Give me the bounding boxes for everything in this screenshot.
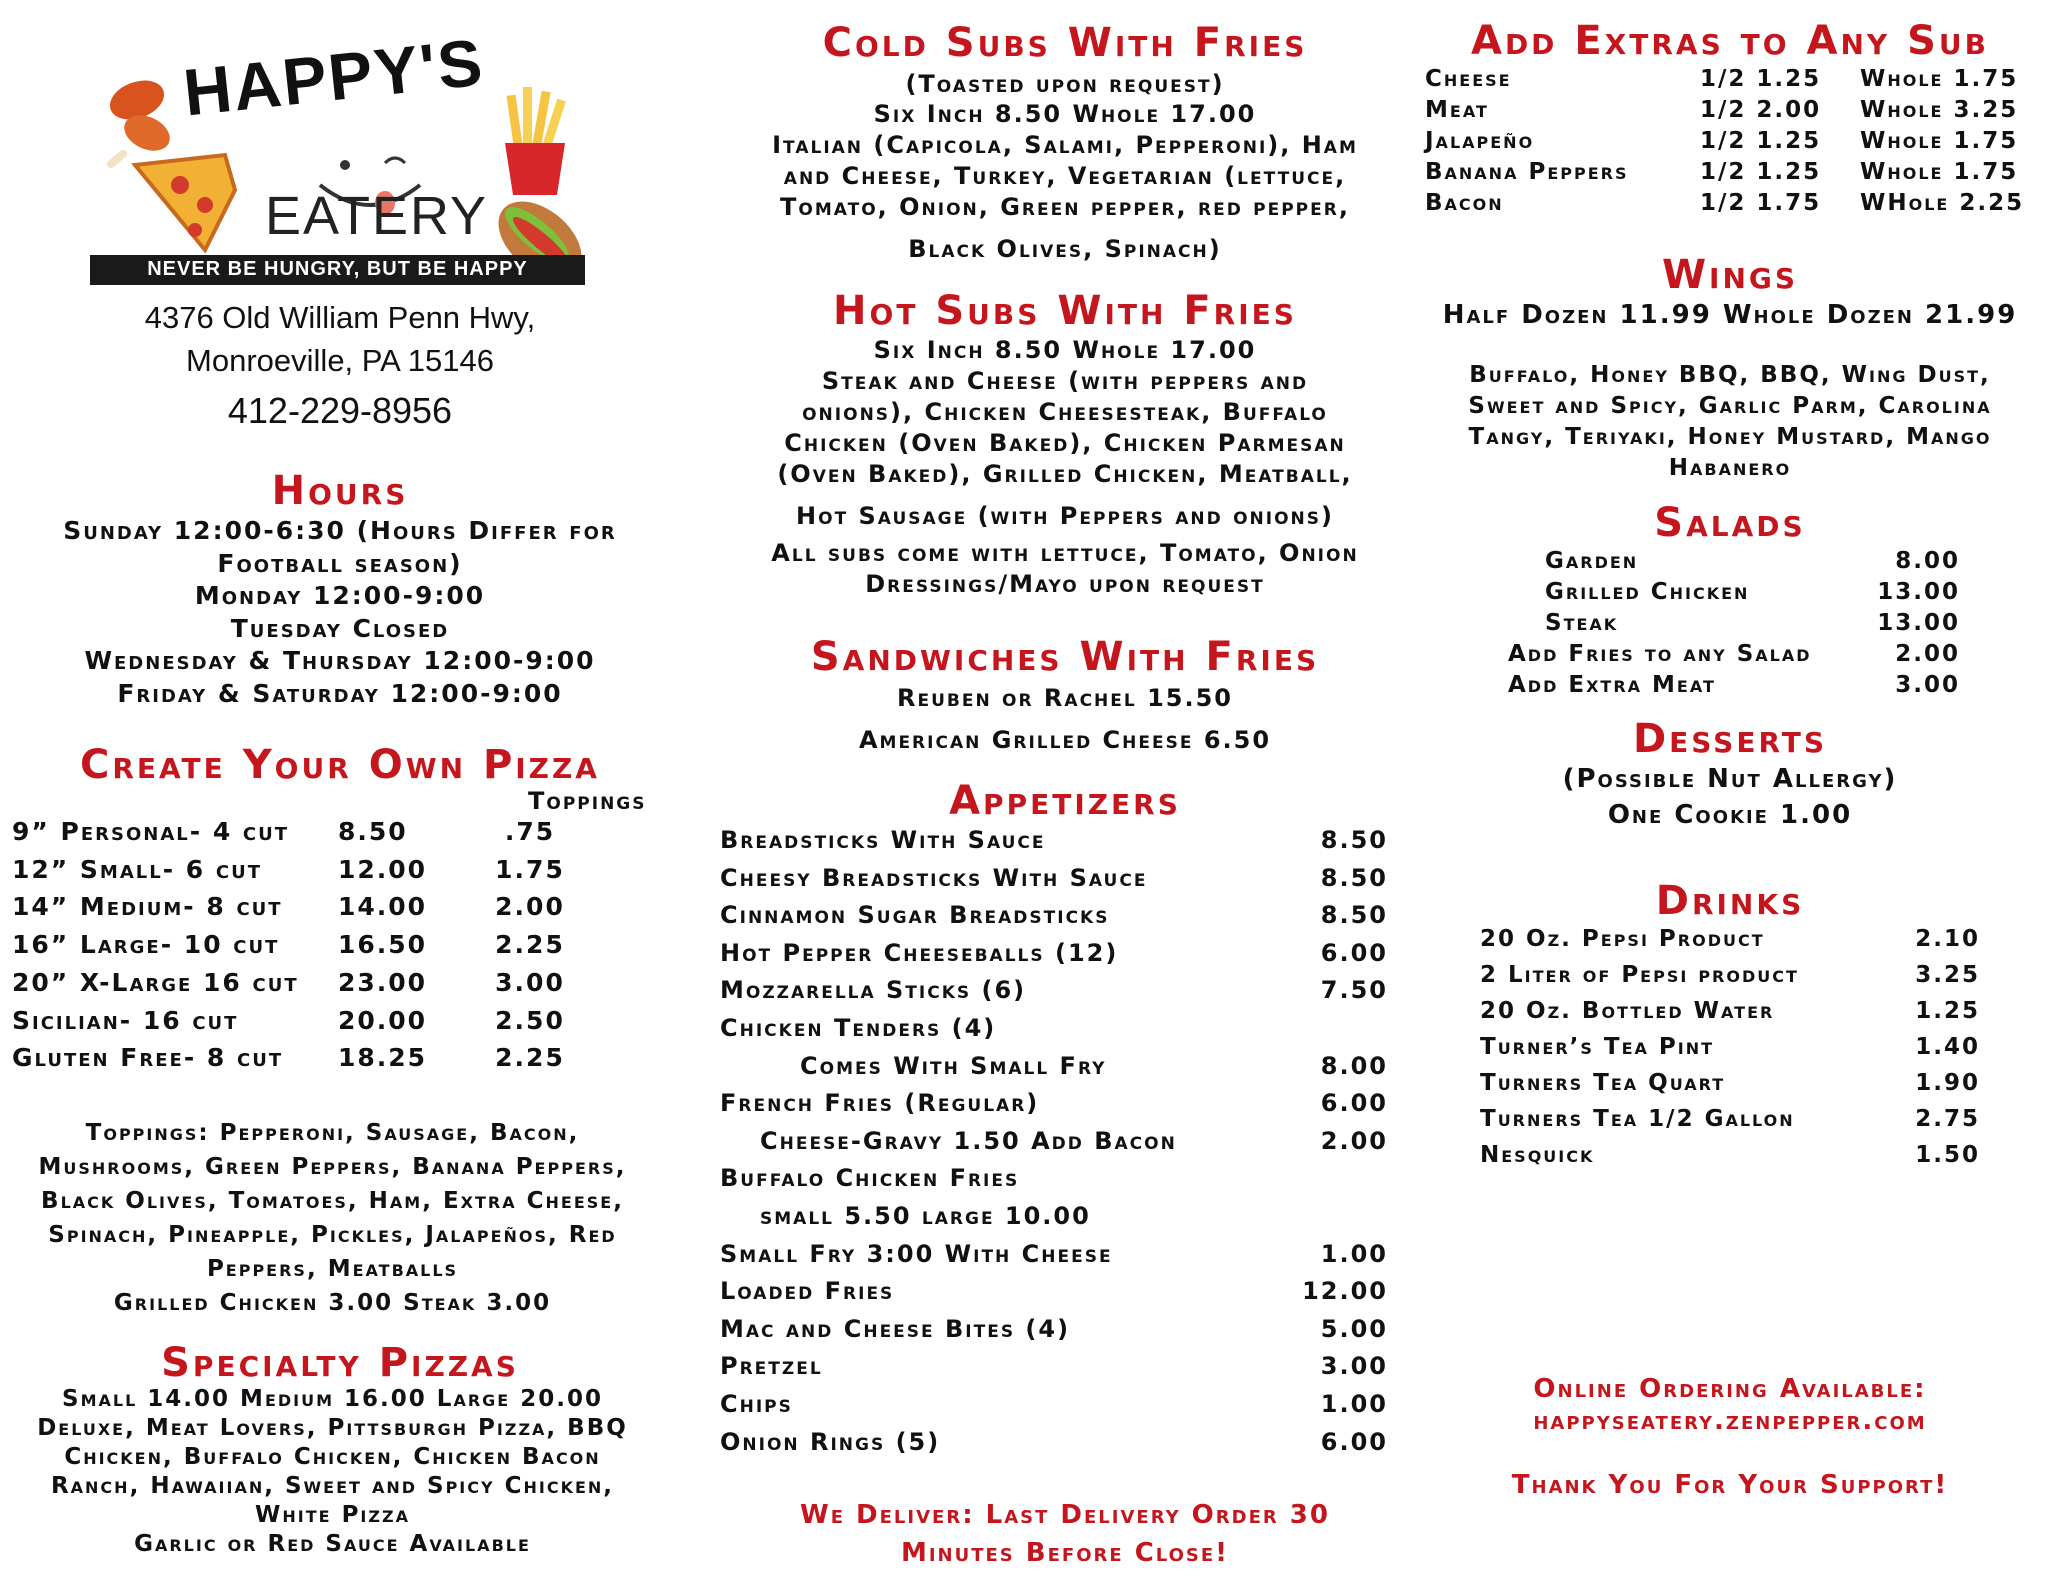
online-ordering-url[interactable]: happyseatery.zenpepper.com [1533,1406,1927,1436]
salad-item: Add Extra Meat [1508,672,1716,698]
drink-item: 20 Oz. Pepsi Product [1480,926,1765,952]
menu-line: White Pizza [255,1502,410,1528]
appetizer-item: Cheesy Breadsticks With Sauce [720,863,1148,892]
menu-line: Sunday 12:00-6:30 (Hours Differ for [63,516,617,545]
pizza-topping-price: 2.00 [495,892,565,922]
appetizer-item: French Fries (Regular) [720,1089,1040,1118]
thank-you-line: Thank You For Your Support! [1511,1470,1949,1500]
appetizer-price: 6.00 [1320,1089,1388,1118]
extra-whole-price: Whole 3.25 [1860,97,2019,123]
extra-half-price: 1/2 2.00 [1700,97,1822,123]
menu-line: Six Inch 8.50 Whole 17.00 [873,336,1257,364]
menu-line: All subs come with lettuce, Tomato, Onion [771,539,1359,567]
menu-line: Black Olives, Spinach) [908,235,1222,263]
salad-price: 13.00 [1877,579,1960,605]
menu-line: Hot Sausage (with Peppers and onions) [796,502,1334,530]
appetizer-item: Comes With Small Fry [800,1051,1107,1080]
menu-line: Small 14.00 Medium 16.00 Large 20.00 [62,1386,603,1412]
pizza-size: 20” X-Large 16 cut [12,967,299,997]
drink-price: 2.10 [1915,926,1980,952]
drink-item: Nesquick [1480,1142,1595,1168]
phone-number: 412-229-8956 [227,390,453,431]
online-ordering-line: Online Ordering Available: [1533,1374,1927,1404]
extra-item: Jalapeño [1425,128,1535,154]
drink-price: 3.25 [1915,962,1980,988]
appetizer-price: 1.00 [1320,1239,1388,1268]
menu-line: Steak and Cheese (with peppers and [821,367,1309,395]
pizza-price: 8.50 [338,817,408,846]
appetizer-item: Small Fry 3:00 With Cheese [720,1239,1113,1268]
menu-line: Monday 12:00-9:00 [194,581,486,610]
logo [85,24,590,285]
delivery-line-1: We Deliver: Last Delivery Order 30 [800,1500,1330,1530]
appetizer-price: 3.00 [1320,1352,1388,1381]
desserts-note: (Possible Nut Allergy) [1562,764,1898,794]
pizza-topping-price: 2.25 [495,930,565,960]
extra-item: Banana Peppers [1425,159,1629,185]
extra-item: Meat [1425,97,1489,123]
drink-item: Turners Tea 1/2 Gallon [1480,1106,1795,1132]
drink-item: Turners Tea Quart [1480,1070,1726,1096]
salad-item: Grilled Chicken [1545,579,1750,605]
menu-line: Friday & Saturday 12:00-9:00 [117,678,563,708]
pizza-size: 14” Medium- 8 cut [12,892,283,922]
hours-title: Hours [271,468,409,514]
menu-line: Football season) [217,548,463,578]
appetizer-item: Pretzel [720,1352,823,1381]
appetizer-item: Onion Rings (5) [720,1427,941,1456]
salad-price: 13.00 [1877,610,1960,636]
appetizer-item: Loaded Fries [720,1277,895,1306]
appetizer-price: 8.50 [1320,863,1388,892]
appetizer-price: 1.00 [1320,1390,1388,1418]
appetizers-title: Appetizers [949,778,1181,824]
pizza-price: 16.50 [338,930,428,960]
pizza-price: 23.00 [338,967,428,997]
appetizer-price: 2.00 [1320,1126,1388,1155]
extra-half-price: 1/2 1.25 [1700,66,1822,92]
extra-half-price: 1/2 1.25 [1700,159,1822,185]
appetizer-item: Chicken Tenders (4) [720,1014,997,1042]
brand-name: HAPPY'S [180,24,488,130]
appetizer-price: 5.00 [1320,1314,1388,1343]
menu-line: Toppings: Pepperoni, Sausage, Bacon, [85,1120,580,1146]
hot-subs-title: Hot Subs With Fries [833,288,1297,334]
extra-half-price: 1/2 1.25 [1700,128,1822,154]
appetizer-price: 6.00 [1320,1427,1388,1456]
appetizer-item: Hot Pepper Cheeseballs (12) [720,938,1119,967]
extra-item: Bacon [1425,190,1504,216]
menu-line: American Grilled Cheese 6.50 [858,726,1272,754]
extra-whole-price: Whole 1.75 [1860,66,2019,92]
address-line-2: Monroeville, PA 15146 [186,343,494,378]
pizza-topping-price: 3.00 [495,967,565,997]
pizza-size: 9” Personal- 4 cut [12,817,290,846]
menu-line: (Toasted upon request) [905,70,1225,98]
extra-whole-price: Whole 1.75 [1860,159,2019,185]
menu-line: Reuben or Rachel 15.50 [896,684,1233,712]
menu-line: onions), Chicken Cheesesteak, Buffalo [802,398,1328,426]
pizza-topping-price: 1.75 [495,854,565,884]
salad-price: 2.00 [1895,641,1960,667]
extra-whole-price: Whole 1.75 [1860,128,2019,154]
menu-line: Garlic or Red Sauce Available [134,1531,531,1557]
drink-price: 2.75 [1915,1106,1980,1132]
appetizer-item: Cheese-Gravy 1.50 Add Bacon [760,1126,1177,1155]
drink-item: Turner’s Tea Pint [1480,1034,1715,1060]
menu-line: and Cheese, Turkey, Vegetarian (lettuce, [783,162,1347,190]
sandwiches-title: Sandwiches With Fries [810,634,1320,680]
menu-line: Chicken (Oven Baked), Chicken Parmesan [784,429,1346,457]
appetizer-item: small 5.50 large 10.00 [760,1202,1091,1230]
brand-subname: EATERY [265,186,489,246]
pizza-topping-price: .75 [504,817,556,846]
salad-price: 8.00 [1895,548,1960,574]
toppings-header: Toppings [528,787,647,815]
menu-line: Sweet and Spicy, Garlic Parm, Carolina [1468,393,1992,419]
appetizer-item: Cinnamon Sugar Breadsticks [720,901,1110,930]
appetizer-price: 8.00 [1320,1051,1388,1080]
menu-line: Tangy, Teriyaki, Honey Mustard, Mango [1468,424,1992,450]
wings-price-line: Half Dozen 11.99 Whole Dozen 21.99 [1442,300,2018,330]
drink-price: 1.25 [1915,998,1980,1024]
menu-line: Habanero [1668,455,1792,481]
cold-subs-title: Cold Subs With Fries [822,20,1308,66]
menu-line: Six Inch 8.50 Whole 17.00 [873,100,1257,128]
address-line-1: 4376 Old William Penn Hwy, [144,300,536,335]
pizza-topping-price: 2.50 [495,1005,565,1035]
drink-item: 2 Liter of Pepsi product [1480,962,1799,988]
menu-line: Dressings/Mayo upon request [865,570,1265,598]
menu-line: Deluxe, Meat Lovers, Pittsburgh Pizza, BBQ [37,1415,628,1441]
appetizer-item: Mozzarella Sticks (6) [720,976,1027,1005]
pizza-topping-price: 2.25 [495,1043,565,1073]
menu-line: Spinach, Pineapple, Pickles, Jalapeños, Red [48,1222,617,1248]
pizza-price: 12.00 [338,854,428,884]
salad-price: 3.00 [1895,672,1960,698]
salad-item: Garden [1545,548,1639,574]
extras-title: Add Extras to Any Sub [1470,18,1989,64]
drink-item: 20 Oz. Bottled Water [1480,998,1775,1024]
desserts-title: Desserts [1632,716,1828,762]
appetizer-item: Buffalo Chicken Fries [720,1164,1020,1193]
desserts-item: One Cookie 1.00 [1607,800,1853,830]
brand-tagline: NEVER BE HUNGRY, BUT BE HAPPY [147,258,528,280]
delivery-line-2: Minutes Before Close! [900,1538,1230,1568]
appetizer-item: Breadsticks With Sauce [720,826,1046,854]
pizza-size: 16” Large- 10 cut [12,930,280,960]
menu-line: Peppers, Meatballs [206,1256,459,1282]
drink-price: 1.90 [1915,1070,1980,1096]
salad-item: Steak [1545,610,1619,636]
pizza-price: 20.00 [338,1005,428,1035]
drinks-title: Drinks [1655,878,1805,924]
menu-line: Italian (Capicola, Salami, Pepperoni), Ham [772,131,1358,159]
pizza-price: 14.00 [338,892,428,922]
appetizer-price: 8.50 [1320,826,1388,854]
appetizer-item: Mac and Cheese Bites (4) [720,1314,1071,1343]
appetizer-price: 7.50 [1320,976,1388,1005]
appetizer-price: 6.00 [1320,938,1388,967]
menu-line: Mushrooms, Green Peppers, Banana Peppers, [38,1154,627,1180]
drink-price: 1.40 [1915,1034,1980,1060]
menu-line: (Oven Baked), Grilled Chicken, Meatball, [777,460,1353,488]
menu-line: Grilled Chicken 3.00 Steak 3.00 [113,1290,552,1316]
extra-half-price: 1/2 1.75 [1700,190,1822,216]
create-pizza-title: Create Your Own Pizza [80,742,600,788]
menu-line: Ranch, Hawaiian, Sweet and Spicy Chicken, [50,1473,615,1499]
salad-item: Add Fries to any Salad [1508,641,1812,667]
menu-line: Wednesday & Thursday 12:00-9:00 [84,646,596,675]
menu-line: Chicken, Buffalo Chicken, Chicken Bacon [64,1444,601,1470]
wings-title: Wings [1661,252,1799,298]
appetizer-price: 8.50 [1320,901,1388,930]
appetizer-price: 12.00 [1302,1277,1388,1306]
extra-item: Cheese [1425,66,1512,92]
menu-line: Tomato, Onion, Green pepper, red pepper, [780,193,1350,221]
extra-whole-price: WHole 2.25 [1860,190,2025,216]
salads-title: Salads [1654,500,1806,546]
appetizer-item: Chips [720,1390,793,1418]
pizza-size: Sicilian- 16 cut [12,1005,239,1035]
specialty-title: Specialty Pizzas [161,1340,519,1386]
pizza-size: 12” Small- 6 cut [12,854,262,884]
drink-price: 1.50 [1915,1142,1980,1168]
pizza-size: Gluten Free- 8 cut [12,1043,284,1073]
menu-line: Buffalo, Honey BBQ, BBQ, Wing Dust, [1469,362,1991,388]
pizza-price: 18.25 [338,1043,428,1073]
menu-line: Tuesday Closed [230,613,450,643]
menu-line: Black Olives, Tomatoes, Ham, Extra Cheese, [41,1188,624,1214]
